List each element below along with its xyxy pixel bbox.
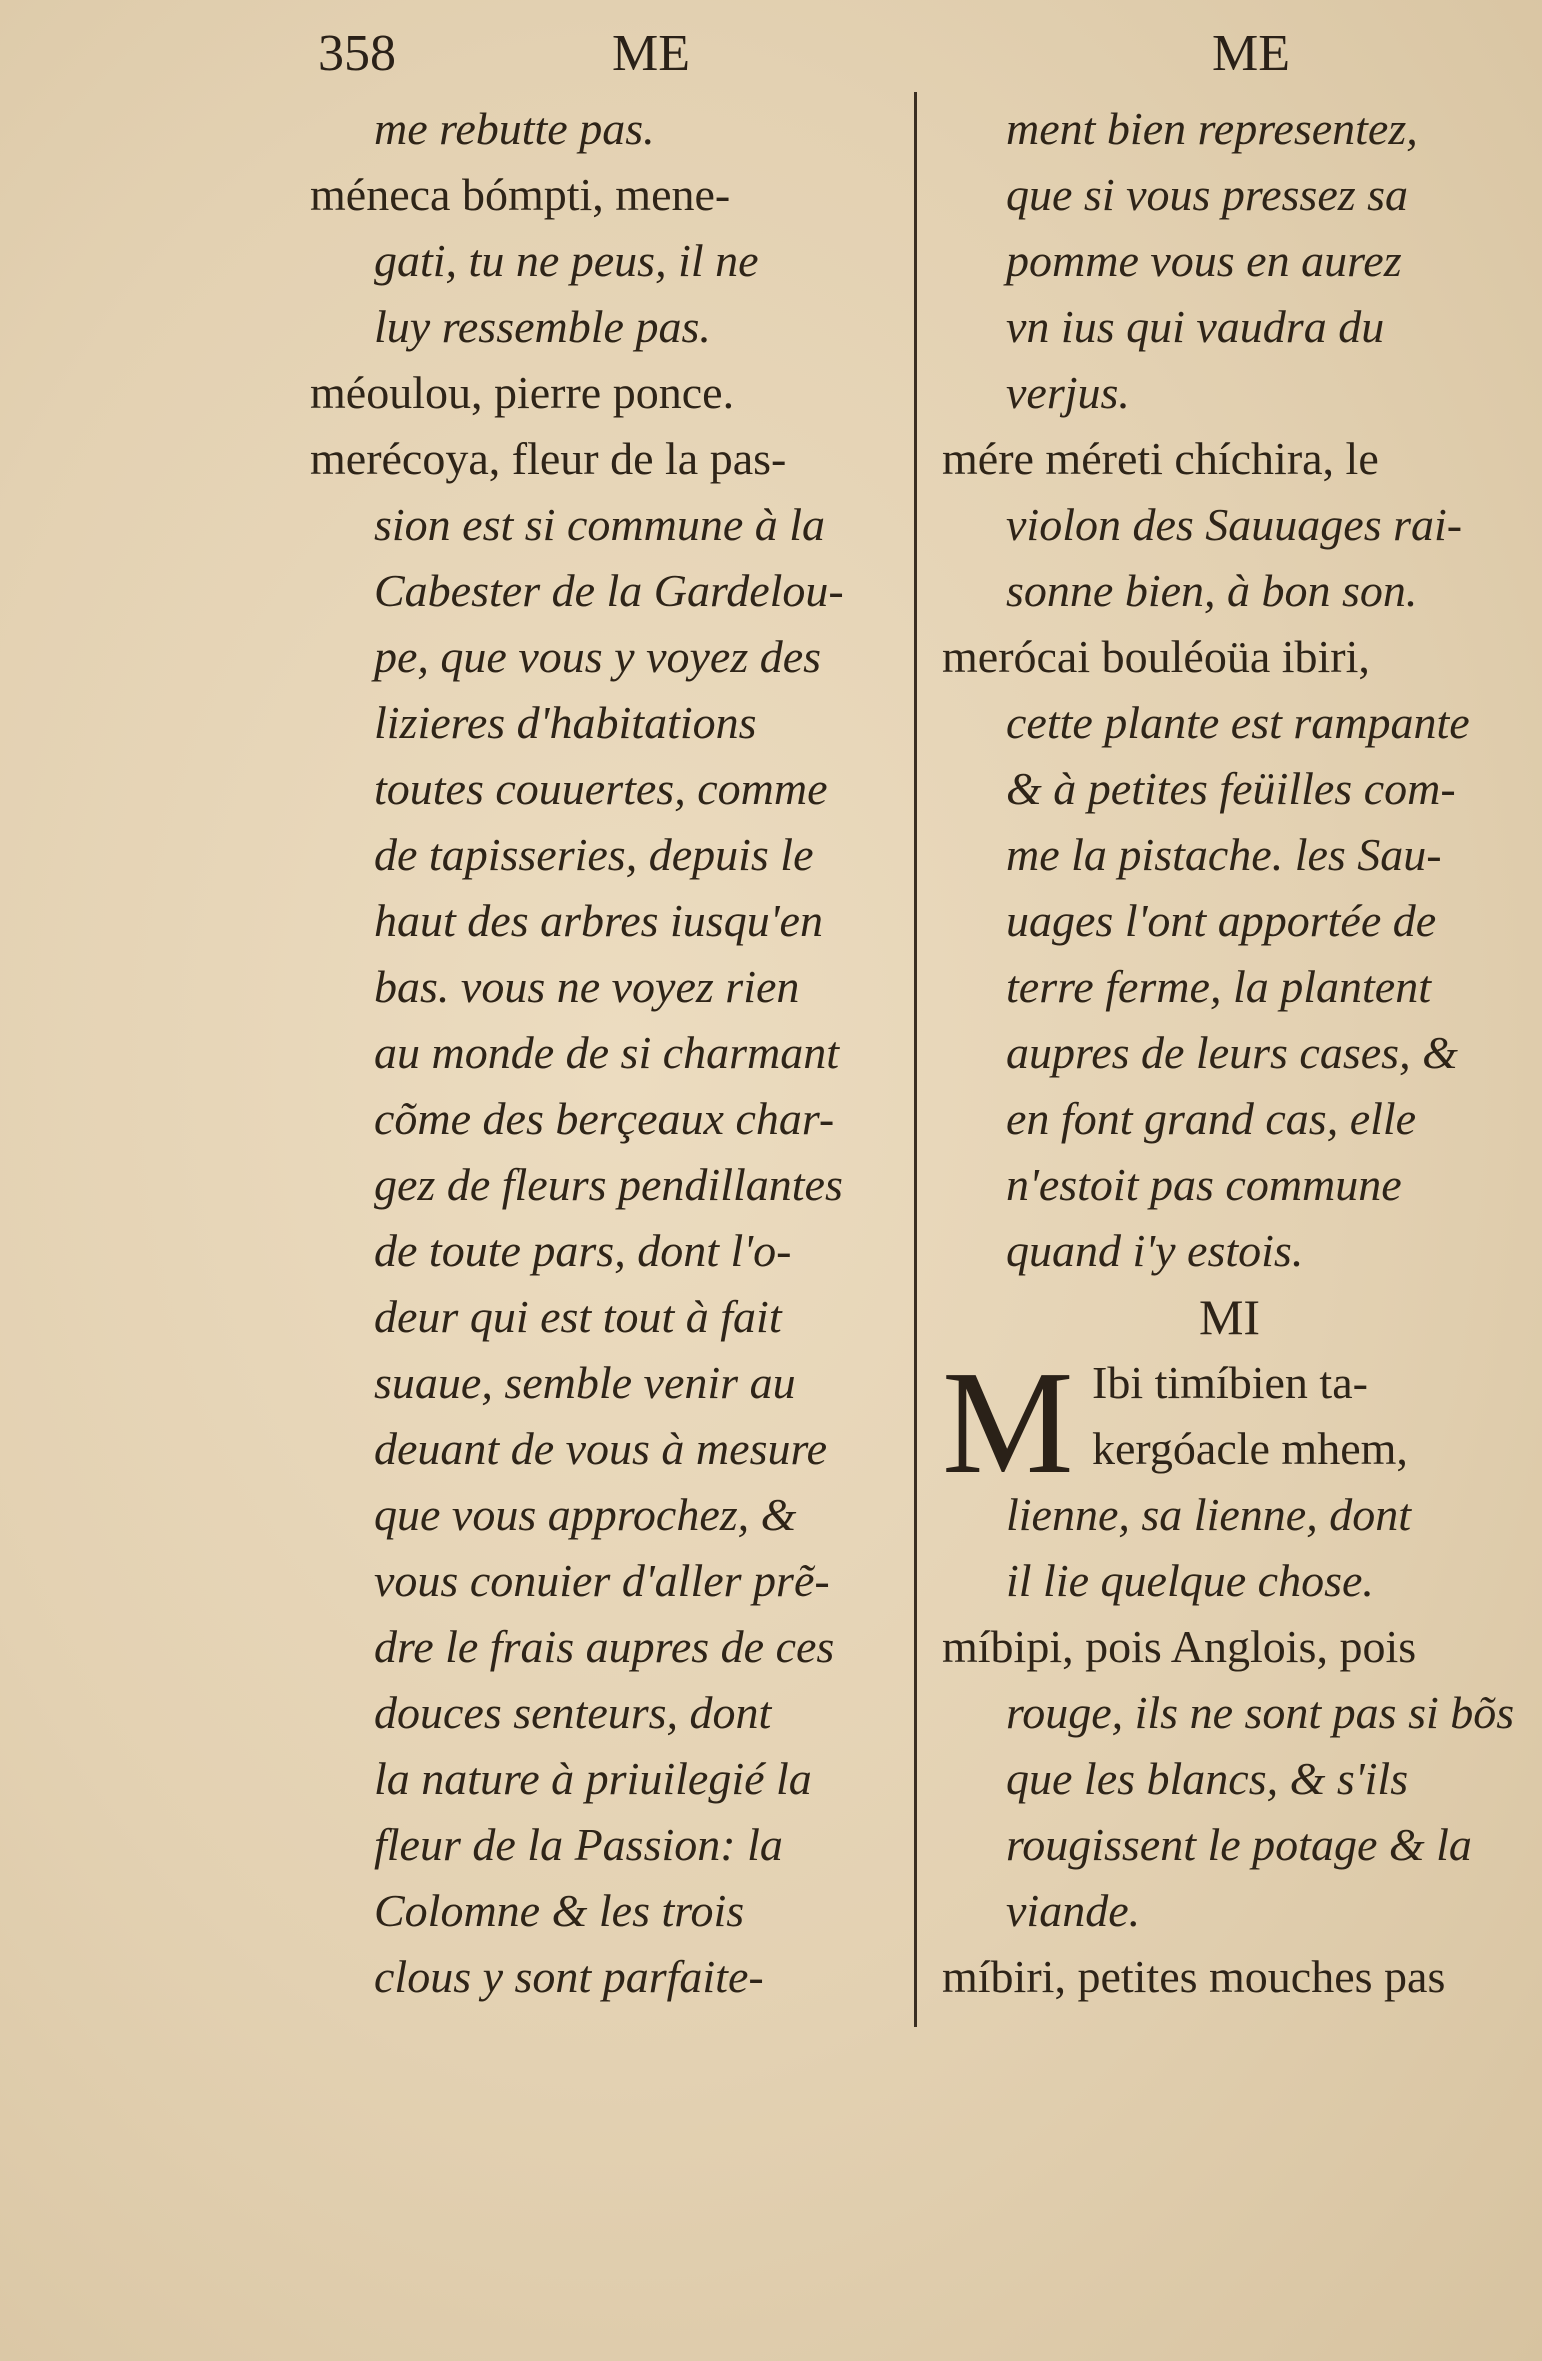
text-line: vn ius qui vaudra du bbox=[1006, 301, 1385, 352]
text-line: bas. vous ne voyez rien bbox=[374, 961, 800, 1012]
left-column bbox=[310, 96, 910, 2010]
text-line: douces senteurs, dont bbox=[374, 1687, 772, 1738]
right-running-head: ME bbox=[1212, 25, 1290, 82]
entry-headword-line: méoulou, pierre ponce. bbox=[310, 367, 735, 418]
entry-headword-line: méneca bómpti, mene- bbox=[310, 169, 731, 220]
text-line: verjus. bbox=[1006, 367, 1130, 418]
text-line: clous y sont parfaite- bbox=[374, 1951, 764, 2002]
text-line: kergóacle mhem, bbox=[1092, 1423, 1408, 1474]
section-heading: MI bbox=[1198, 1289, 1261, 1345]
text-line: viande. bbox=[1006, 1885, 1141, 1936]
text-line: haut des arbres iusqu'en bbox=[374, 895, 823, 946]
text-line: toutes couuertes, comme bbox=[374, 763, 828, 814]
page-number: 358 bbox=[318, 25, 396, 82]
text-line: gati, tu ne peus, il ne bbox=[374, 235, 759, 286]
text-line: ment bien representez, bbox=[1006, 103, 1418, 154]
text-line: suaue, semble venir au bbox=[374, 1357, 796, 1408]
text-line: Colomne & les trois bbox=[374, 1885, 745, 1936]
text-line: n'estoit pas commune bbox=[1006, 1159, 1402, 1210]
text-line: de tapisseries, depuis le bbox=[374, 829, 814, 880]
entry-headword-line: míbipi, pois Anglois, pois bbox=[942, 1621, 1417, 1672]
text-line: me rebutte pas. bbox=[374, 103, 655, 154]
text-line: lizieres d'habitations bbox=[374, 697, 757, 748]
entry-headword-line: míbiri, petites mouches pas bbox=[942, 1951, 1446, 2002]
right-column bbox=[942, 96, 1517, 2010]
text-line: luy ressemble pas. bbox=[374, 301, 711, 352]
text-line: cette plante est rampante bbox=[1006, 697, 1470, 748]
text-line: Ibi timíbien ta- bbox=[1092, 1357, 1368, 1408]
text-line: terre ferme, la plantent bbox=[1006, 961, 1431, 1012]
entry-headword-line: mére méreti chíchira, le bbox=[942, 433, 1379, 484]
text-line: vous conuier d'aller prẽ- bbox=[374, 1555, 830, 1606]
entry-headword-line: merécoya, fleur de la pas- bbox=[310, 433, 787, 484]
text-line: Cabester de la Gardelou- bbox=[374, 565, 844, 616]
text-line: aupres de leurs cases, & bbox=[1006, 1027, 1458, 1078]
text-line: en font grand cas, elle bbox=[1006, 1093, 1417, 1144]
text-line: uages l'ont apportée de bbox=[1006, 895, 1437, 946]
text-line: violon des Sauuages rai- bbox=[1006, 499, 1463, 550]
text-line: deuant de vous à mesure bbox=[374, 1423, 828, 1474]
text-line: la nature à priuilegié la bbox=[374, 1753, 812, 1804]
text-line: fleur de la Passion: la bbox=[374, 1819, 783, 1870]
text-line: que vous approchez, & bbox=[374, 1489, 797, 1540]
left-running-head: ME bbox=[612, 25, 690, 82]
text-line: que si vous pressez sa bbox=[1006, 169, 1409, 220]
text-line: rougissent le potage & la bbox=[1006, 1819, 1472, 1870]
text-line: rouge, ils ne sont pas si bõs bbox=[1006, 1687, 1515, 1738]
drop-capital: M bbox=[942, 1341, 1074, 1505]
text-line: deur qui est tout à fait bbox=[374, 1291, 782, 1342]
text-line: que les blancs, & s'ils bbox=[1006, 1753, 1409, 1804]
text-line: dre le frais aupres de ces bbox=[374, 1621, 835, 1672]
text-line: de toute pars, dont l'o- bbox=[374, 1225, 792, 1276]
text-line: pomme vous en aurez bbox=[1006, 235, 1402, 286]
text-line: pe, que vous y voyez des bbox=[374, 631, 822, 682]
text-line: me la pistache. les Sau- bbox=[1006, 829, 1442, 880]
text-line: lienne, sa lienne, dont bbox=[1006, 1489, 1411, 1540]
column-divider bbox=[914, 92, 917, 2027]
text-line: & à petites feüilles com- bbox=[1006, 763, 1456, 814]
entry-headword-line: merócai bouléoüa ibiri, bbox=[942, 631, 1370, 682]
text-line: sonne bien, à bon son. bbox=[1006, 565, 1418, 616]
text-line: sion est si commune à la bbox=[374, 499, 826, 550]
text-line: au monde de si charmant bbox=[374, 1027, 840, 1078]
text-line: cõme des berçeaux char- bbox=[374, 1093, 835, 1144]
text-line: il lie quelque chose. bbox=[1006, 1555, 1374, 1606]
text-line: quand i'y estois. bbox=[1006, 1225, 1304, 1276]
text-line: gez de fleurs pendillantes bbox=[374, 1159, 843, 1210]
